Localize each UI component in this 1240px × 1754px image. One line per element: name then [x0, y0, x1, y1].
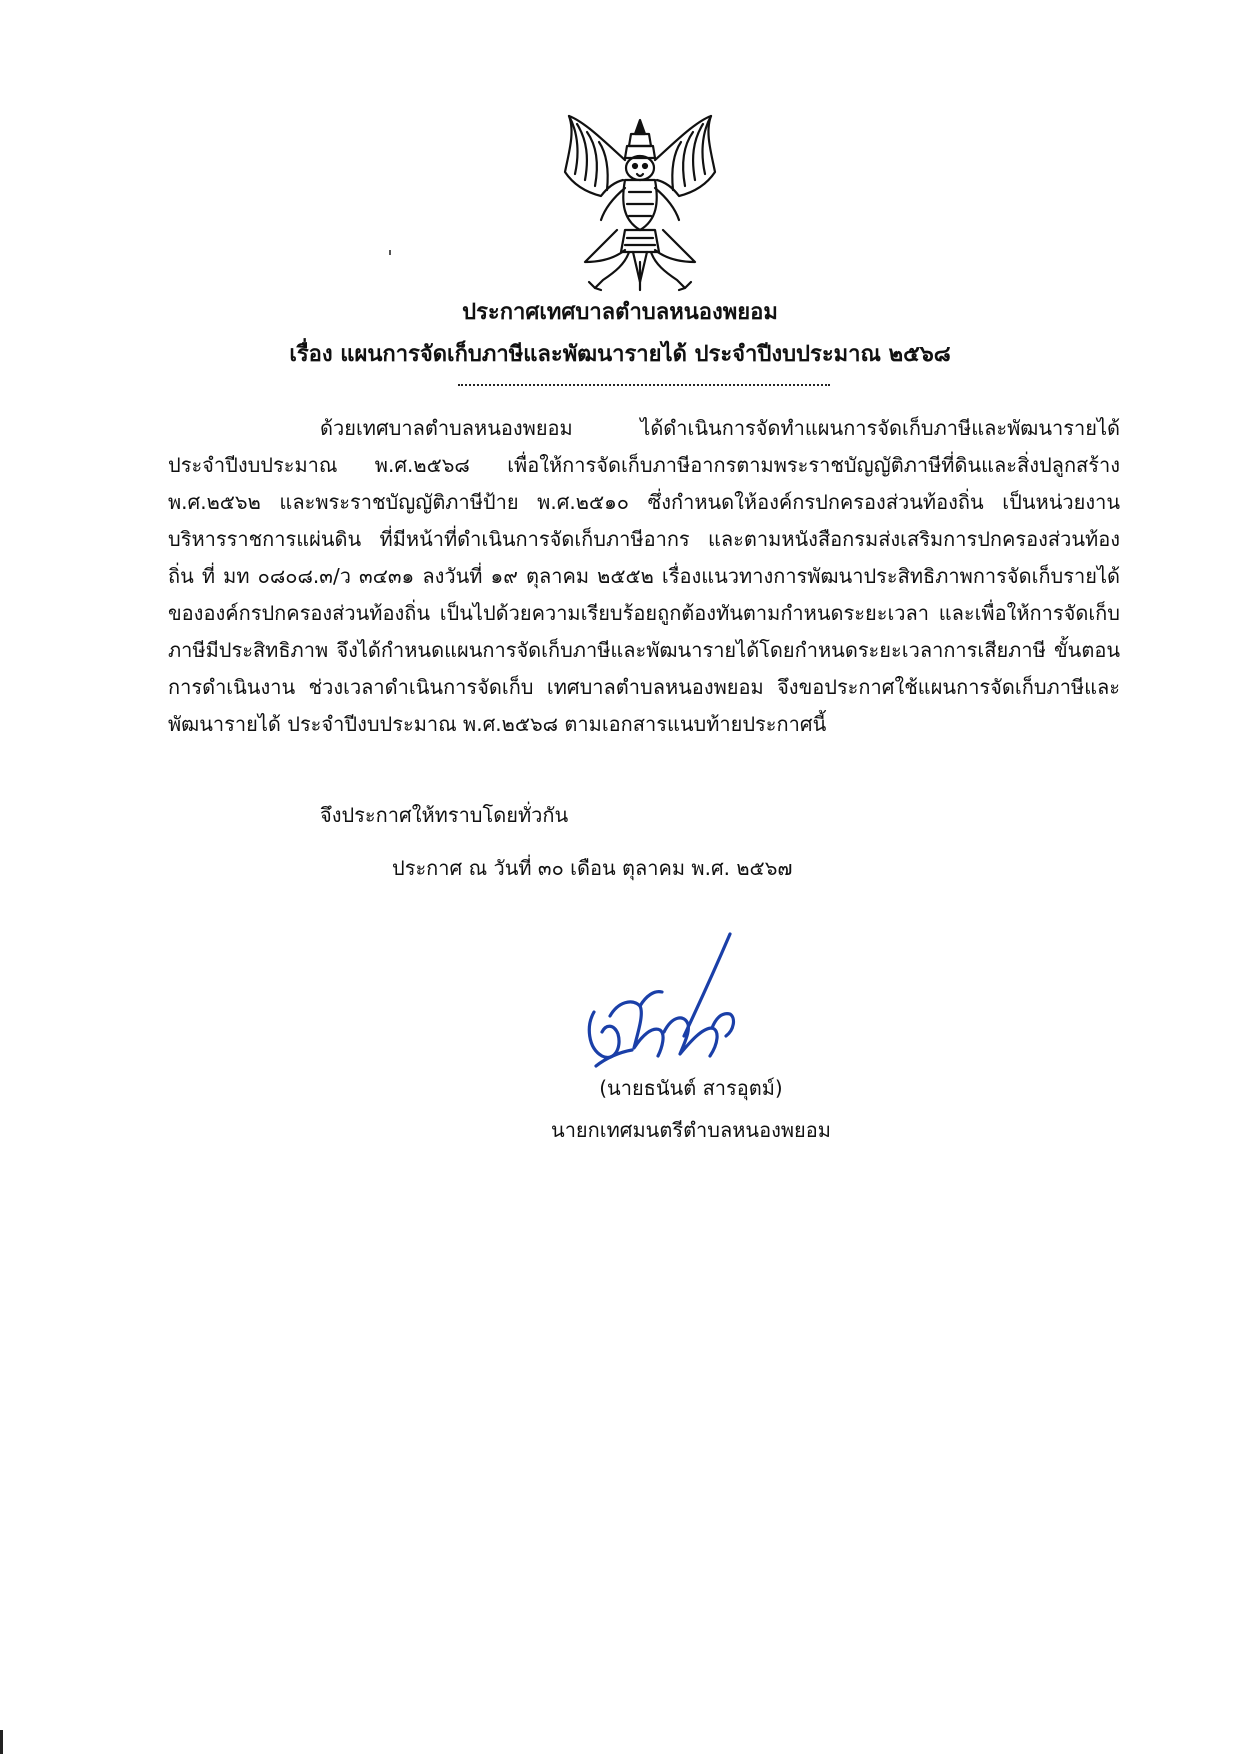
garuda-emblem-icon: [555, 112, 725, 294]
scan-edge-mark: [0, 1730, 3, 1754]
signatory-position: นายกเทศมนตรีตำบลหนองพยอม: [551, 1118, 831, 1142]
dotted-separator: [458, 384, 830, 386]
signatory-name: (นายธนันต์ สารอุตม์): [599, 1076, 783, 1100]
announcement-title: ประกาศเทศบาลตำบลหนองพยอม: [462, 300, 778, 325]
body-paragraph: ด้วยเทศบาลตำบลหนองพยอม ได้ดำเนินการจัดทำแผนการจัดเก็บภาษีและพัฒนารายได้ ประจำปีงบประมาณ พ.ศ.๒๕๖๘ เพื่อให้การจัดเก็บภาษีอากรตามพระราชบัญญัติภาษีที่ดินและสิ่งปลูกสร้าง พ.ศ.๒๕๖๒ และพระราชบัญญัติภาษีป้าย พ.ศ.๒๕๑๐ ซึ่งกำหนดให้องค์กรปกครองส่วนท้องถิ่น เป็นหน่วยงานบริหารราชการแผ่นดิน ที่มีหน้าที่ดำเนินการจัดเก็บภาษีอากร และตามหนังสือกรมส่งเสริมการปกครองส่วนท้องถิ่น ที่ มท ๐๘๐๘.๓/ว ๓๔๓๑ ลงวันที่ ๑๙ ตุลาคม ๒๕๕๒ เรื่องแนวทางการพัฒนาประสิทธิภาพการจัดเก็บรายได้ขององค์กรปกครองส่วนท้องถิ่น เป็นไปด้วยความเรียบร้อยถูกต้องทันตามกำหนดระยะเวลา และเพื่อให้การจัดเก็บภาษีมีประสิทธิภาพ จึงได้กำหนดแผนการจัดเก็บภาษีและพัฒนารายได้โดยกำหนดระยะเวลาการเสียภาษี ขั้นตอนการดำเนินงาน ช่วงเวลาดำเนินการจัดเก็บ เทศบาลตำบลหนองพยอม จึงขอประกาศใช้แผนการจัดเก็บภาษีและพัฒนารายได้ ประจำปีงบประมาณ พ.ศ.๒๕๖๘ ตามเอกสารแนบท้ายประกาศนี้: [168, 416, 1120, 736]
closing-statement: จึงประกาศให้ทราบโดยทั่วกัน: [320, 803, 569, 827]
announcement-subject: เรื่อง แผนการจัดเก็บภาษีและพัฒนารายได้ ประจำปีงบประมาณ ๒๕๖๘: [289, 342, 951, 367]
scan-speck: [389, 250, 391, 255]
handwritten-signature-icon: [580, 932, 770, 1072]
announcement-date: ประกาศ ณ วันที่ ๓๐ เดือน ตุลาคม พ.ศ. ๒๕๖๗: [392, 856, 793, 880]
